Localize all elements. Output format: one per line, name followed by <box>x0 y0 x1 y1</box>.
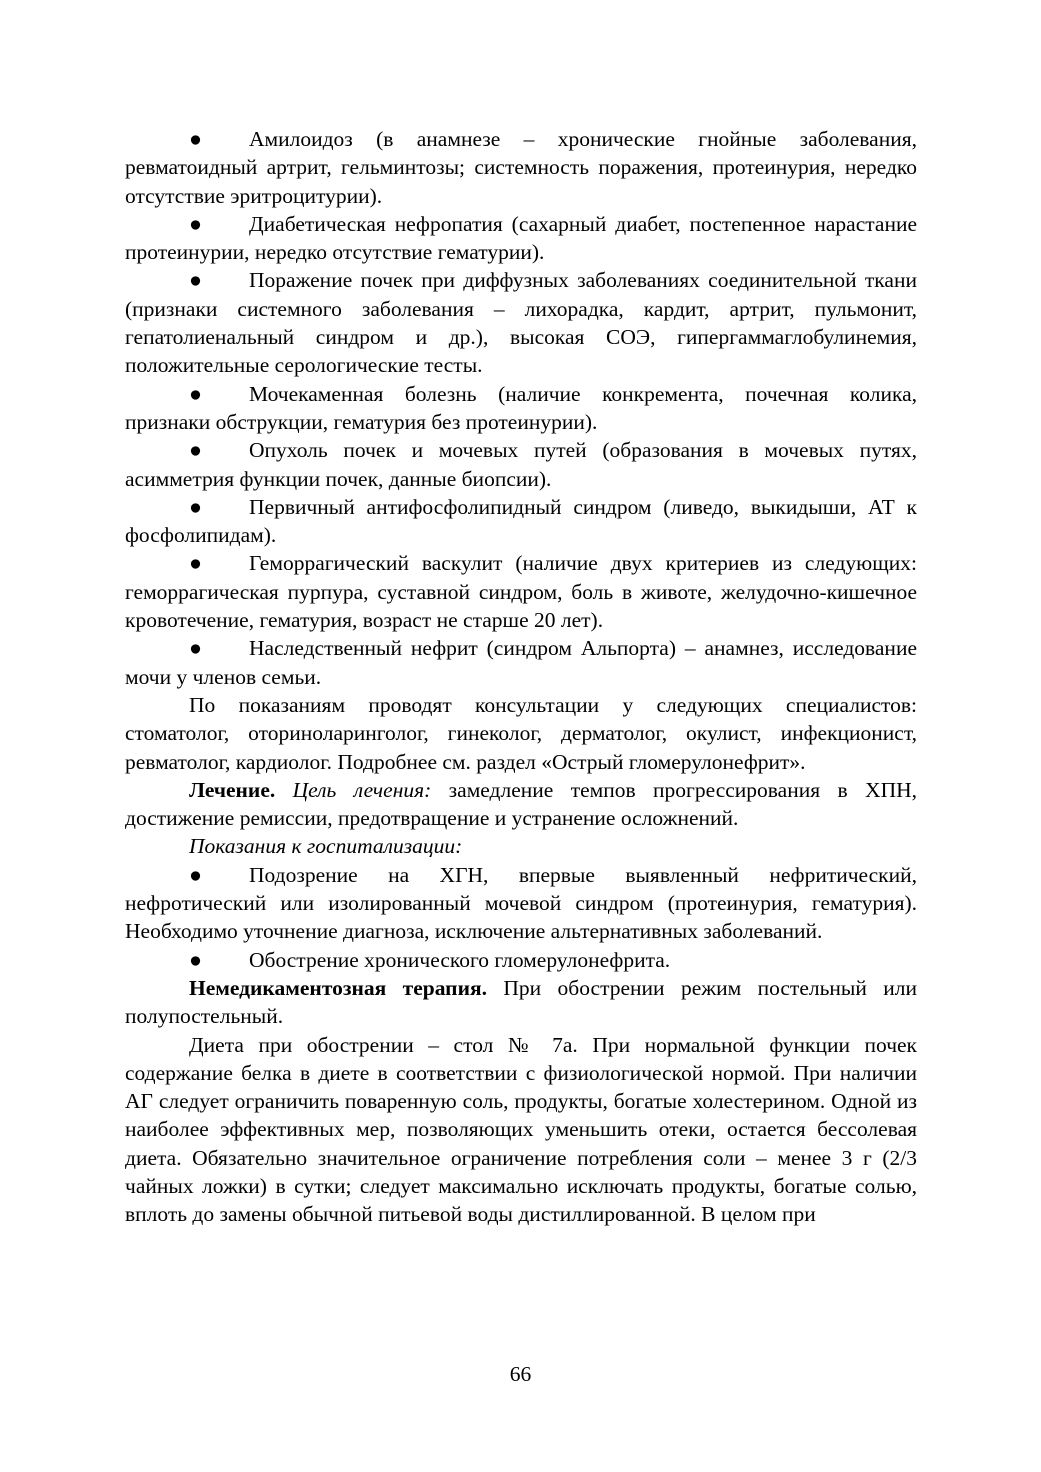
treatment-paragraph <box>125 776 917 833</box>
bullet-paragraph <box>125 380 917 437</box>
bullet-paragraph <box>125 549 917 634</box>
paragraph-text: Подозрение на ХГН, впервые выявленный нефритический, нефротический или изолированный мочевой синдром (протеинурия, гематурия). Необходимо уточнение диагноза, исключение альтернативных заболеваний. <box>125 862 917 944</box>
paragraph-text: Опухоль почек и мочевых путей (образования в мочевых путях, асимметрия функции почек, данные биопсии). <box>125 438 917 491</box>
page-number: 66 <box>509 1362 532 1386</box>
bullet-icon: ● <box>189 862 202 887</box>
bullet-icon: ● <box>189 381 202 406</box>
diet-paragraph: Диета при обострении – стол № 7а. При нормальной функции почек содержание белка в диете в соответствии с физиологической нормой. При наличии АГ следует ограничить поваренную соль, продукты, богатые холестерином. Одной из наиболее эффективных мер, позволяющих уменьшить отеки, остается бессолевая диета. Обязательно значительное ограничение потребления соли – менее 3 г (2/3 чайных ложки) в сутки; следует максимально исключать продукты, богатые солью, вплоть до замены обычной питьевой воды дистиллированной. В целом при <box>125 1032 917 1227</box>
bullet-paragraph <box>125 861 917 946</box>
bullet-icon: ● <box>189 494 202 519</box>
hospitalization-heading: Показания к госпитализации: <box>189 834 463 859</box>
paragraph-text: Обострение хронического гломерулонефрита. <box>249 947 671 972</box>
paragraph-text: Амилоидоз (в анамнезе – хронические гнойные заболевания, ревматоидный артрит, гельминтозы; системность поражения, протеинурия, нередко отсутствие эритроцитурии). <box>125 127 917 208</box>
paragraph-text: Диабетическая нефропатия (сахарный диабет, постепенное нарастание протеинурии, нередко отсутствие гематурии). <box>125 211 917 265</box>
bullet-icon: ● <box>189 127 202 151</box>
non-drug-therapy-paragraph <box>125 974 917 1031</box>
bullet-paragraph <box>125 210 917 267</box>
bullet-paragraph <box>125 125 917 210</box>
bullet-paragraph <box>125 436 917 493</box>
bullet-paragraph <box>125 634 917 691</box>
paragraph-text: Наследственный нефрит (синдром Альпорта) – анамнез, исследование мочи у членов семьи. <box>125 636 917 689</box>
paragraph-text: Первичный антифосфолипидный синдром (ливедо, выкидыши, АТ к фосфолипидам). <box>125 494 917 548</box>
page-body <box>125 125 917 1229</box>
bullet-icon: ● <box>189 211 202 236</box>
paragraph-text: Геморрагический васкулит (наличие двух критериев из следующих: геморрагическая пурпура, суставной синдром, боль в животе, желудочно-кишечное кровотечение, гематурия, возраст не старше 20 лет). <box>125 551 917 633</box>
consultation-paragraph: По показаниям проводят консультации у следующих специалистов: стоматолог, оториноларинголог, гинеколог, дерматолог, окулист, инфекционист, ревматолог, кардиолог. Подробнее см. раздел «Острый гломерулонефрит». <box>125 692 917 774</box>
paragraph-text: Поражение почек при диффузных заболеваниях соединительной ткани (признаки системного заболевания – лихорадка, кардит, артрит, пульмонит, гепатолиенальный синдром и др.), высокая СОЭ, гипергаммаглобулинемия, положительные серологические тесты. <box>125 268 917 378</box>
bullet-paragraph <box>125 266 917 379</box>
treatment-heading: Лечение. <box>189 777 276 802</box>
bullet-icon: ● <box>189 268 202 293</box>
bullet-icon: ● <box>189 947 202 972</box>
non-drug-therapy-heading: Немедикаментозная терапия. <box>189 975 487 1000</box>
bullet-paragraph <box>125 946 917 974</box>
bullet-icon: ● <box>189 438 202 463</box>
bullet-icon: ● <box>189 551 202 576</box>
paragraph-text: Мочекаменная болезнь (наличие конкремента, почечная колика, признаки обструкции, гематурия без протеинурии). <box>125 381 917 434</box>
bullet-icon: ● <box>189 636 202 661</box>
treatment-goal-label: Цель лечения: <box>292 777 432 802</box>
paragraph-text: При обострении режим постельный или полупостельный. <box>125 975 917 1029</box>
bullet-paragraph <box>125 493 917 550</box>
paragraph-text: замедление темпов прогрессирования в ХПН, достижение ремиссии, предотвращение и устранение осложнений. <box>125 777 917 831</box>
